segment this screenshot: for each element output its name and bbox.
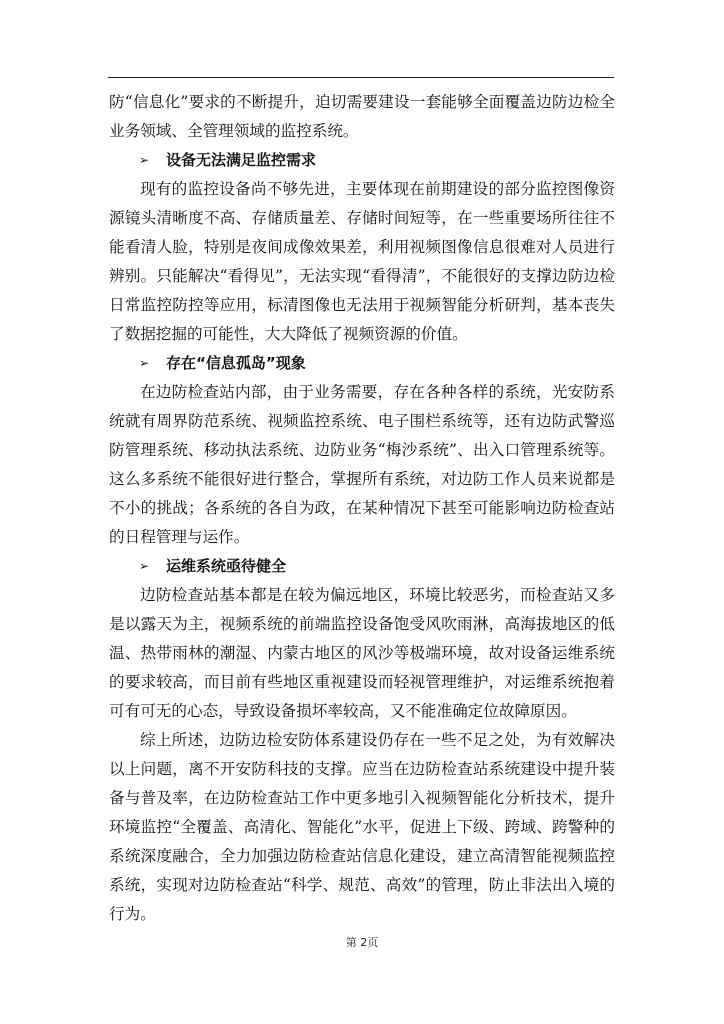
section-heading-equipment xyxy=(109,146,615,175)
paragraph-summary: 综上所述，边防边检安防体系建设仍存在一些不足之处，为有效解决以上问题，离不开安防科技的支撑。应当在边防检查站系统建设中提升装备与普及率，在边防检查站工作中更多地引入视频智能化分析技术，提升环境监控“全覆盖、高清化、智能化”水平，促进上下级、跨域、跨警种的系统深度融合，全力加强边防检查站信息化建设，建立高清智能视频监控系统，实现对边防检查站“科学、规范、高效”的管理，防止非法出入境的行为。 xyxy=(109,731,615,923)
document-body xyxy=(109,88,615,929)
paragraph-equipment: 现有的监控设备尚不够先进，主要体现在前期建设的部分监控图像资源镜头清晰度不高、存储质量差、存储时间短等，在一些重要场所往往不能看清人脸，特别是夜间成像效果差，利用视频图像信息很难对人员进行辨别。只能解决“看得见”，无法实现“看得清”，不能很好的支撑边防边检日常监控防控等应用，标清图像也无法用于视频智能分析研判，基本丧失了数据挖掘的可能性，大大降低了视频资源的价值。 xyxy=(109,180,615,343)
section-heading-text: 运维系统亟待健全 xyxy=(166,557,287,575)
arrow-bullet-icon: ➢ xyxy=(139,356,150,370)
header-rule xyxy=(108,77,614,78)
section-heading-info-island xyxy=(109,349,615,378)
arrow-bullet-icon: ➢ xyxy=(139,559,150,573)
arrow-bullet-icon: ➢ xyxy=(139,153,150,167)
paragraph-continuation: 防“信息化”要求的不断提升，迫切需要建设一套能够全面覆盖边防边检全业务领域、全管理领域的监控系统。 xyxy=(109,93,615,140)
section-heading-maintenance xyxy=(109,552,615,581)
section-heading-text: 设备无法满足监控需求 xyxy=(166,151,317,169)
page-number: 第 2页 xyxy=(345,936,379,949)
paragraph-info-island: 在边防检查站内部，由于业务需要，存在各种各样的系统，光安防系统就有周界防范系统、视频监控系统、电子围栏系统等，还有边防武警巡防管理系统、移动执法系统、边防业务“梅沙系统”、出入口管理系统等。这么多系统不能很好进行整合，掌握所有系统，对边防工作人员来说都是不小的挑战；各系统的各自为政，在某种情况下甚至可能影响边防检查站的日程管理与运作。 xyxy=(109,383,615,546)
section-heading-text: 存在“信息孤岛”现象 xyxy=(166,354,306,372)
paragraph-maintenance: 边防检查站基本都是在较为偏远地区，环境比较恶劣，而检查站又多是以露天为主，视频系统的前端监控设备饱受风吹雨淋，高海拔地区的低温、热带雨林的潮湿、内蒙古地区的风沙等极端环境，故对设备运维系统的要求较高，而目前有些地区重视建设而轻视管理维护，对运维系统抱着可有可无的心态，导致设备损坏率较高，又不能准确定位故障原因。 xyxy=(109,586,615,720)
